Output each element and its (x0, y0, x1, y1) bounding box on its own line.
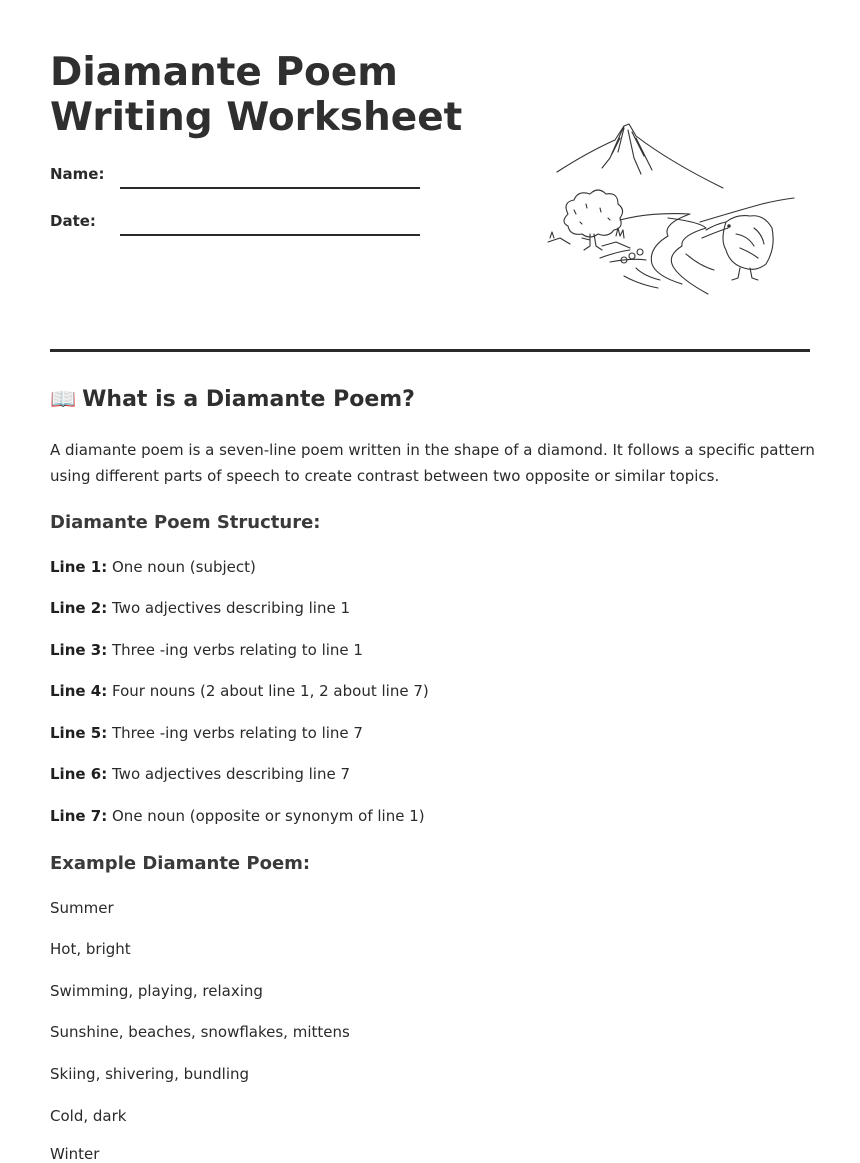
structure-heading: Diamante Poem Structure: (50, 512, 321, 533)
header-divider (50, 349, 810, 352)
example-poem-line: Summer (50, 899, 114, 917)
structure-line-text: Four nouns (2 about line 1, 2 about line 7) (112, 682, 429, 700)
name-field[interactable] (120, 187, 420, 189)
structure-line-label: Line 2: (50, 599, 108, 617)
name-label: Name: (50, 165, 105, 183)
structure-line-text: Three -ing verbs relating to line 1 (112, 641, 363, 659)
structure-line-4 (50, 682, 429, 700)
structure-line-label: Line 1: (50, 558, 108, 576)
date-field[interactable] (120, 234, 420, 236)
example-poem-line: Skiing, shivering, bundling (50, 1065, 250, 1083)
example-poem-line: Hot, bright (50, 940, 131, 958)
structure-line-text: Two adjectives describing line 1 (112, 599, 351, 617)
structure-line-3 (50, 641, 363, 659)
structure-line-5 (50, 724, 363, 742)
example-heading: Example Diamante Poem: (50, 853, 311, 874)
structure-line-label: Line 5: (50, 724, 108, 742)
section-title (50, 387, 415, 412)
mountain-river-kiwi-illustration (540, 118, 800, 303)
structure-line-text: One noun (subject) (112, 558, 256, 576)
structure-line-label: Line 6: (50, 765, 108, 783)
structure-line-6 (50, 765, 350, 783)
structure-line-label: Line 3: (50, 641, 108, 659)
example-poem-line: Winter (50, 1145, 100, 1163)
structure-line-text: Two adjectives describing line 7 (112, 765, 351, 783)
structure-line-text: Three -ing verbs relating to line 7 (112, 724, 363, 742)
structure-line-1 (50, 558, 256, 576)
intro-paragraph: A diamante poem is a seven-line poem written in the shape of a diamond. It follows a specific pattern using different parts of speech to create contrast between two opposite or similar topics. (50, 441, 815, 485)
date-label: Date: (50, 212, 96, 230)
open-book-icon: 📖 (50, 387, 77, 411)
structure-line-label: Line 7: (50, 807, 108, 825)
example-poem-line: Cold, dark (50, 1107, 127, 1125)
section-title-text: What is a Diamante Poem? (82, 387, 415, 412)
page-title: Diamante Poem Writing Worksheet (50, 50, 463, 140)
structure-line-text: One noun (opposite or synonym of line 1) (112, 807, 425, 825)
structure-line-label: Line 4: (50, 682, 108, 700)
example-poem-line: Sunshine, beaches, snowflakes, mittens (50, 1023, 350, 1041)
example-poem-line: Swimming, playing, relaxing (50, 982, 263, 1000)
structure-line-7 (50, 807, 425, 825)
structure-line-2 (50, 599, 350, 617)
